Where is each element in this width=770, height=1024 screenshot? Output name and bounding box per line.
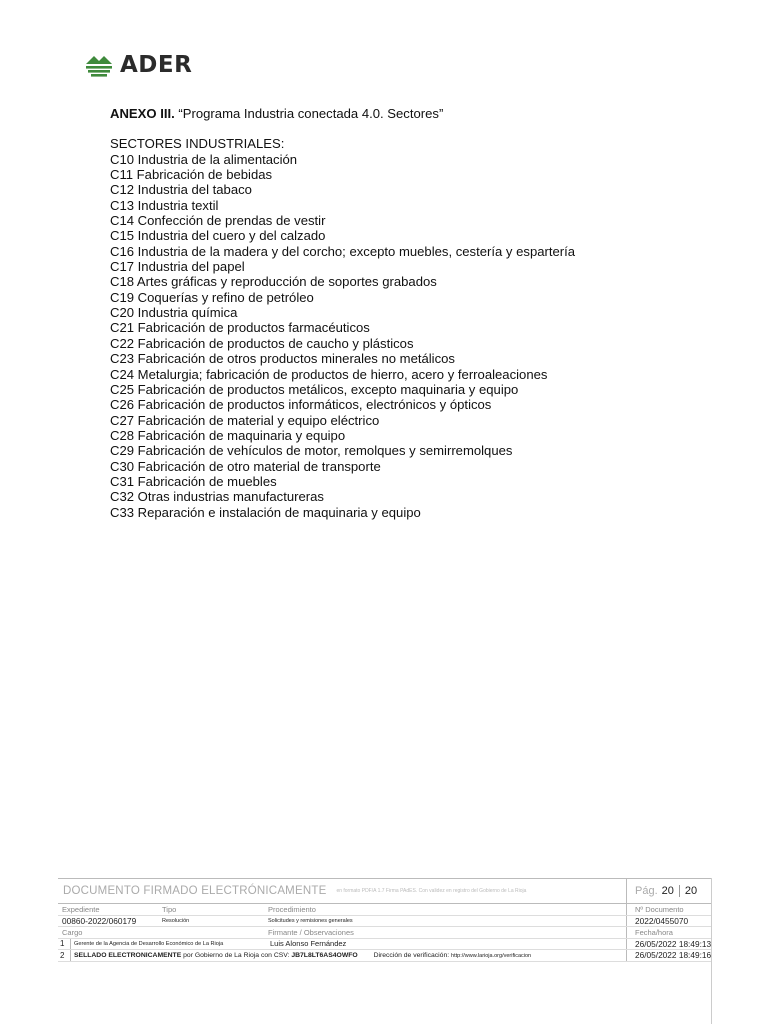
list-item: C27 Fabricación de material y equipo eléctrico xyxy=(110,412,380,428)
list-item: C10 Industria de la alimentación xyxy=(110,151,298,167)
list-item: C14 Confección de prendas de vestir xyxy=(110,213,326,229)
tipo-value: Resolución xyxy=(162,917,190,924)
annex-label: ANEXO III. xyxy=(110,106,175,121)
list-item: C21 Fabricación de productos farmacéuticos xyxy=(110,320,370,336)
stamp-row xyxy=(58,950,712,962)
fecha-header: Fecha/hora xyxy=(626,927,712,938)
stamp-csv: JB7L8LT6AS4OWFO xyxy=(291,951,358,959)
signer-name: Luis Alonso Fernández xyxy=(270,939,347,949)
list-item: C30 Fabricación de otro material de transporte xyxy=(110,458,381,474)
footer-title-bar xyxy=(58,878,712,904)
stamp-date: 26/05/2022 18:49:16 xyxy=(626,950,712,961)
list-item: C24 Metalurgia; fabricación de productos de hierro, acero y ferroaleaciones xyxy=(110,366,548,382)
sector-list xyxy=(110,152,730,520)
ader-logo xyxy=(84,50,192,80)
annex-title: “Programa Industria conectada 4.0. Sectores” xyxy=(178,106,444,121)
list-item: C18 Artes gráficas y reproducción de soportes grabados xyxy=(110,274,437,290)
procedimiento-value: Solicitudes y remisiones generales xyxy=(268,917,353,924)
footer-note: en formato PDF/A 1.7 Firma PAdES. Con validez en registro del Gobierno de La Rioja xyxy=(336,888,527,894)
list-item: C12 Industria del tabaco xyxy=(110,182,252,198)
list-item: C22 Fabricación de productos de caucho y plásticos xyxy=(110,335,414,351)
list-item: C13 Industria textil xyxy=(110,197,219,213)
document-body xyxy=(110,106,730,520)
page-number xyxy=(626,879,712,903)
verification-url[interactable]: http://www.larioja.org/verificacion xyxy=(451,952,532,959)
stamp-number: 2 xyxy=(58,950,71,961)
table-row xyxy=(58,939,712,951)
footer-title: DOCUMENTO FIRMADO ELECTRÓNICAMENTE xyxy=(63,885,327,897)
sectors-heading: SECTORES INDUSTRIALES: xyxy=(110,136,285,152)
page-current: 20 xyxy=(661,885,674,897)
list-item: C26 Fabricación de productos informáticos, electrónicos y ópticos xyxy=(110,397,492,413)
expediente-value: 00860-2022/060179 xyxy=(62,915,137,926)
list-item: C23 Fabricación de otros productos minerales no metálicos xyxy=(110,351,455,367)
firmante-header: Firmante / Observaciones xyxy=(268,927,354,937)
list-item: C29 Fabricación de vehículos de motor, remolques y semirremolques xyxy=(110,443,513,459)
stamp-text xyxy=(71,952,626,959)
cargo-header: Cargo xyxy=(62,927,83,937)
list-item: C16 Industria de la madera y del corcho; excepto muebles, cestería y espartería xyxy=(110,243,576,259)
list-item: C33 Reparación e instalación de maquinaria y equipo xyxy=(110,504,421,520)
header-row xyxy=(58,904,712,916)
n-documento-value: 2022/0455070 xyxy=(626,916,712,927)
signers-header-row xyxy=(58,927,712,939)
list-item: C11 Fabricación de bebidas xyxy=(110,167,273,183)
signature-number: 1 xyxy=(58,939,71,950)
page-total: 20 xyxy=(684,885,698,897)
ader-logo-icon xyxy=(84,50,114,80)
logo-text: ADER xyxy=(120,52,193,78)
expediente-header: Expediente xyxy=(62,904,100,914)
list-item: C32 Otras industrias manufactureras xyxy=(110,489,324,505)
list-item: C19 Coquerías y refino de petróleo xyxy=(110,289,314,305)
list-item: C20 Industria química xyxy=(110,305,238,321)
procedimiento-header: Procedimiento xyxy=(268,904,316,914)
signer-cargo: Gerente de la Agencia de Desarrollo Económico de La Rioja xyxy=(74,940,224,947)
list-item: C15 Industria del cuero y del calzado xyxy=(110,228,326,244)
annex-heading xyxy=(110,106,730,121)
page-label: Pág. xyxy=(635,885,658,897)
tipo-header: Tipo xyxy=(162,904,177,914)
signature-footer xyxy=(58,878,712,962)
list-item: C25 Fabricación de productos metálicos, excepto maquinaria y equipo xyxy=(110,381,519,397)
stamp-by: por Gobierno de La Rioja con CSV: xyxy=(183,951,290,959)
values-row xyxy=(58,916,712,928)
list-item: C28 Fabricación de maquinaria y equipo xyxy=(110,427,346,443)
stamp-label: SELLADO ELECTRÓNICAMENTE xyxy=(74,951,182,959)
list-item: C17 Industria del papel xyxy=(110,259,245,275)
verification-label: Dirección de verificación: xyxy=(373,951,450,959)
list-item: C31 Fabricación de muebles xyxy=(110,473,277,489)
n-documento-header: Nº Documento xyxy=(626,904,712,915)
signature-date: 26/05/2022 18:49:13 xyxy=(626,939,712,950)
